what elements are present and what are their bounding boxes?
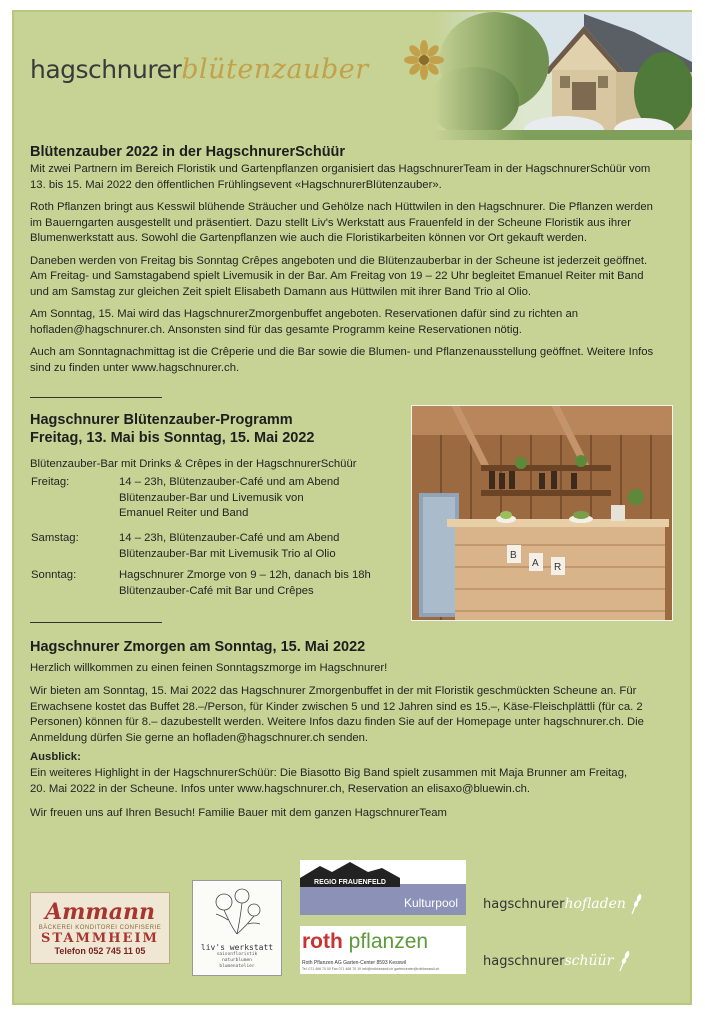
kulturpool-top bbox=[300, 860, 466, 884]
text-line: Mit zwei Partnern im Bereich Floristik und Gartenpflanzen organisiert das HagschnurerTeam in der HagschnurerSchüür vom bbox=[30, 163, 651, 175]
ammann-name: Ammann bbox=[45, 899, 155, 925]
text-line: Am Freitag- und Samstagabend spielt Livemusik in der Bar. Am Freitag von 19 – 22 Uhr begleitet Emanuel Reiter mit Band bbox=[30, 270, 644, 282]
text-line: 14 – 23h, Blütenzauber-Café und am Abend bbox=[119, 532, 340, 544]
roth-pflanzen-logo bbox=[300, 926, 466, 974]
house-photo bbox=[434, 12, 692, 140]
ammann-sub: BÄCKEREI KONDITOREI CONFISERIE bbox=[38, 925, 162, 931]
bar-photo bbox=[411, 405, 673, 621]
text-line: Personen) können für 8.– dazubestellt werden. Weitere Infos dazu finden Sie auf der Homepage unter hagschnurer.ch. Die bbox=[30, 716, 644, 728]
zmorgen-welcome: Herzlich willkommen zu einen feinen Sonntagszmorge im Hagschnurer! bbox=[30, 662, 388, 674]
text-line: Wir bieten am Sonntag, 15. Mai 2022 das Hagschnurer Zmorgenbuffet in der mit Floristik geschmückten Scheune an. Für bbox=[30, 685, 637, 697]
intro-title: Blütenzauber 2022 in der HagschnurerSchüür bbox=[30, 144, 346, 160]
hofladen-script: hofladen bbox=[564, 896, 626, 913]
wheat-icon bbox=[630, 892, 644, 916]
text-line: Ein weiteres Highlight in der HagschnurerSchüür: Die Biasotto Big Band spielt zusammen mit Maja Brunner am Freitag, bbox=[30, 767, 628, 779]
intro-body bbox=[30, 162, 680, 376]
schuur-script: schüür bbox=[564, 953, 614, 970]
closing-text: Wir freuen uns auf Ihren Besuch! Familie Bauer mit dem ganzen HagschnurerTeam bbox=[30, 807, 447, 819]
text-line: Blütenzauber-Bar mit Livemusik Trio al Olio bbox=[119, 547, 336, 560]
text-line: Daneben werden von Freitag bis Sonntag Crêpes angeboten und die Blütenzauberbar in der Scheune ist jederzeit geöffnet. bbox=[30, 254, 648, 267]
programm-day: Freitag: bbox=[31, 476, 70, 488]
text-line: Blumenwerkstatt aus. Sowohl die Gartenpflanzen wie auch die Floristikarbeiten können vor Ort gekauft werden. bbox=[30, 232, 587, 244]
ammann-tel: Telefon 052 745 11 05 bbox=[54, 946, 146, 956]
hofladen-main: hagschnurer bbox=[483, 897, 565, 913]
intro-paragraph bbox=[30, 345, 680, 376]
zmorgen-body bbox=[30, 684, 685, 746]
programm-title-line2: Freitag, 13. Mai bis Sonntag, 15. Mai 2022 bbox=[30, 430, 315, 446]
text-line: 13. bis 15. Mai 2022 den öffentlichen Frühlingsevent «HagschnurerBlütenzauber». bbox=[30, 178, 442, 191]
logo-script-text: blütenzauber bbox=[181, 54, 369, 85]
text-line: Hagschnurer Zmorge von 9 – 12h, danach bis 18h bbox=[119, 569, 371, 581]
text-line: Anmeldung dürfen Sie gerne an hofladen@hagschnurer.ch senden. bbox=[30, 731, 369, 744]
text-line: 20. Mai 2022 in der Scheune. Infos unter www.hagschnurer.ch, Reservation an elisaxo@bluewin.ch. bbox=[30, 782, 531, 795]
text-line: Blütenzauber-Café mit Bar und Crêpes bbox=[119, 584, 314, 597]
text-line: Am Sonntag, 15. Mai wird das HagschnurerZmorgenbuffet angeboten. Reservationen dafür sind zu richten an bbox=[30, 308, 579, 320]
intro-paragraph bbox=[30, 162, 680, 193]
roth-name: roth bbox=[302, 930, 343, 953]
text-line: sind zu finden unter www.hagschnurer.ch. bbox=[30, 361, 240, 374]
text-line: Blütenzauber-Bar und Livemusik von bbox=[119, 491, 304, 504]
logo-main-text: hagschnurer bbox=[30, 55, 182, 84]
livs-sub bbox=[193, 952, 281, 970]
bar-letter-a: A bbox=[532, 558, 539, 569]
text-line: blumenatelier bbox=[219, 964, 255, 969]
schuur-logo bbox=[483, 949, 632, 973]
divider bbox=[30, 622, 162, 623]
programm-day: Samstag: bbox=[31, 532, 79, 544]
ausblick-label: Ausblick: bbox=[30, 751, 81, 763]
programm-row-freitag bbox=[31, 475, 401, 525]
programm-text bbox=[119, 475, 419, 522]
text-line: hofladen@hagschnurer.ch. Ansonsten sind für das gesamte Programm keine Reservationen nötig. bbox=[30, 323, 522, 336]
hofladen-logo bbox=[483, 892, 644, 916]
livs-werkstatt-logo bbox=[192, 880, 282, 976]
ausblick-text bbox=[30, 766, 685, 797]
flower-drawing-icon bbox=[202, 884, 272, 936]
programm-row-samstag bbox=[31, 531, 401, 565]
schuur-main: hagschnurer bbox=[483, 954, 565, 970]
kulturpool-regio: REGIO FRAUENFELD bbox=[300, 878, 400, 887]
text-line: und am Samstag zur gleichen Zeit spielt Elisabeth Damann aus Hüttwilen mit ihrer Band Trio al Olio. bbox=[30, 285, 532, 298]
text-line: Erwachsene kostet das Buffet 28.–/Person, für Kinder zwischen 5 und 12 Jahren sind es 15.–, Käse-Fleischplättli (für ca. 2 bbox=[30, 700, 643, 713]
roth-main bbox=[302, 930, 428, 954]
flower-icon bbox=[404, 40, 444, 80]
text-line: im Bauerngarten ausgestellt und präsentiert. Dazu stellt Liv's Werkstatt aus Frauenfeld in der Scheune Floristik aus ihrer bbox=[30, 216, 631, 229]
livs-name: liv's werkstatt bbox=[200, 943, 274, 952]
kulturpool-name: Kulturpool bbox=[300, 884, 466, 915]
text-line: Emanuel Reiter und Band bbox=[119, 507, 249, 519]
mountain-icon bbox=[300, 860, 400, 878]
kulturpool-logo bbox=[300, 860, 466, 915]
text-line: 14 – 23h, Blütenzauber-Café und am Abend bbox=[119, 476, 340, 488]
programm-intro: Blütenzauber-Bar mit Drinks & Crêpes in der HagschnurerSchüür bbox=[30, 458, 357, 470]
text-line: saisonfloristik bbox=[216, 952, 258, 957]
intro-paragraph bbox=[30, 200, 680, 247]
pflanzen-name: pflanzen bbox=[348, 930, 429, 953]
wheat-icon bbox=[618, 949, 632, 973]
text-line: naturblumen bbox=[222, 958, 252, 963]
ammann-logo bbox=[30, 892, 170, 964]
ammann-town: STAMMHEIM bbox=[41, 931, 159, 946]
bar-letter-b: B bbox=[510, 550, 517, 561]
header-logo bbox=[30, 54, 369, 85]
text-line: Auch am Sonntagnachmittag ist die Crêperie und die Bar sowie die Blumen- und Pflanzenausstellung geöffnet. Weitere Infos bbox=[30, 346, 654, 358]
text-line: Roth Pflanzen bringt aus Kesswil blühende Sträucher und Gehölze nach Hüttwilen in den Hagschnurer. Die Pflanzen werden bbox=[30, 201, 653, 213]
programm-text bbox=[119, 531, 419, 562]
intro-paragraph bbox=[30, 307, 680, 338]
programm-text bbox=[119, 568, 419, 599]
roth-address: Roth Pflanzen AG Garten-Center 8593 Kesswil bbox=[302, 960, 406, 966]
intro-paragraph bbox=[30, 254, 680, 301]
zmorgen-title: Hagschnurer Zmorgen am Sonntag, 15. Mai 2022 bbox=[30, 639, 366, 655]
programm-title-line1: Hagschnurer Blütenzauber-Programm bbox=[30, 412, 293, 428]
bar-letter-r: R bbox=[554, 562, 562, 573]
programm-day: Sonntag: bbox=[31, 569, 77, 581]
roth-contact: Tel. 071 466 70 00 Fax 071 466 70 19 info@rothkesswil.ch gartencenter@rothkesswil.ch bbox=[302, 967, 440, 971]
flyer-page bbox=[12, 10, 692, 1005]
programm-row-sonntag bbox=[31, 568, 401, 602]
divider bbox=[30, 397, 162, 398]
